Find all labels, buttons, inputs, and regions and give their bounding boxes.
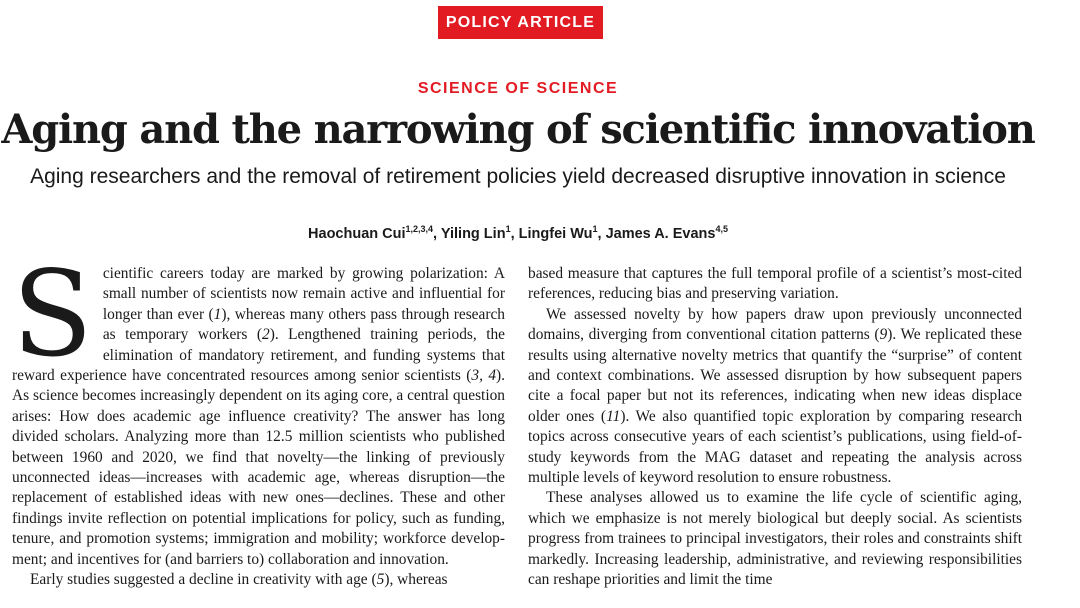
citation-ref: 1 <box>213 305 222 323</box>
author-affiliation: 1,2,3,4 <box>405 224 434 234</box>
body-paragraph <box>528 305 1022 489</box>
author-affiliation: 4,5 <box>715 224 728 234</box>
citation-ref: 3, 4 <box>471 367 497 385</box>
author-affiliation: 1 <box>592 224 598 234</box>
body-column-right <box>528 264 1022 591</box>
text-run: ), whereas many others pass through research as temporary workers ( <box>102 305 505 344</box>
section-kicker: SCIENCE OF SCIENCE <box>417 80 619 97</box>
body-paragraph <box>528 488 1022 590</box>
author-list: Haochuan Cui$^{1,2,3,4}$, Yiling Lin$^1$, Lingfei Wu$^1$, James A. Evans$^{4,5}$ <box>308 224 728 242</box>
author-name: Lingfei Wu <box>518 225 593 242</box>
author-name: Yiling Lin <box>440 225 506 242</box>
text-run: We assessed novelty by how papers draw upon previously unconnected domains, diverging from conventional citation patterns ( <box>528 305 1022 344</box>
text-run: ). We replicated these results using alternative novelty metrics that quantify the “surprise” of content and context combinations. We assessed disruption by how subsequent papers cite a focal paper but not its references, indicating when new ideas displace older ones ( <box>528 326 1022 425</box>
author-affiliation: 1 <box>505 224 511 234</box>
article-subtitle: Aging researchers and the removal of retirement policies yield decreased disruptive innovation in science <box>30 165 1006 188</box>
text-run: cientific careers today are marked by growing polarization: A small number of scientists now remain active and influential for longer than ever ( <box>102 265 505 323</box>
text-run: These analyses allowed us to examine the life cycle of scientific aging, which we emphasize is not merely biological but deeply social. As scientists progress from trainees to principal investigators, their roles and constraints shift markedly. Increasing leadership, administrative, and reviewing responsibilities can reshape priorities and limit the time <box>528 489 1022 589</box>
citation-ref: 2 <box>262 326 270 344</box>
citation-ref: 11 <box>606 407 621 425</box>
author-name: Haochuan Cui <box>308 225 406 242</box>
author-name: James A. Evans <box>605 225 716 242</box>
body-paragraph <box>528 264 1022 305</box>
body-paragraph <box>12 245 505 570</box>
section-badge: POLICY ARTICLE <box>438 6 603 39</box>
citation-ref: 9 <box>879 326 888 344</box>
drop-cap: S <box>12 245 93 383</box>
article-title: Aging and the narrowing of scientific innovation <box>1 106 1035 153</box>
body-paragraph <box>12 570 505 590</box>
text-run: ). Lengthened training periods, the elimination of mandatory retirement, and funding systems that reward experience have concentrated resources among senior scientists ( <box>12 326 505 385</box>
text-run: based measure that captures the full temporal profile of a scientist’s most-cited references, reducing bias and preserving variation. <box>528 265 1022 303</box>
citation-ref: 5 <box>376 571 385 589</box>
text-run: ). As science becomes increasingly dependent on its aging core, a central question arises: How does academic age influence creativity? The answer has long divided scholars. Analyzing more than 12.5 million scientists who published between 1960 and 2020, we find that novelty—the linking of previously unconnected ideas—increases with academic age, whereas disruption—the replacement of established ideas with new ones—declines. These and other findings invite reflection on potential implications for policy, such as funding, tenure, and promotion systems; immigration and mobility; workforce development; and incentives for (and barriers to) collaboration and innovation. <box>12 367 505 568</box>
body-column-left <box>12 245 505 591</box>
text-run: Early studies suggested a decline in creativity with age ( <box>30 571 377 589</box>
text-run: ), whereas <box>384 571 448 589</box>
text-run: ). We also quantified topic exploration by comparing research topics across consecutive years of each scientist’s publications, using field-of-study keywords from the MAG dataset and repeating the analysis across multiple levels of keyword resolution to ensure robustness. <box>528 407 1023 487</box>
